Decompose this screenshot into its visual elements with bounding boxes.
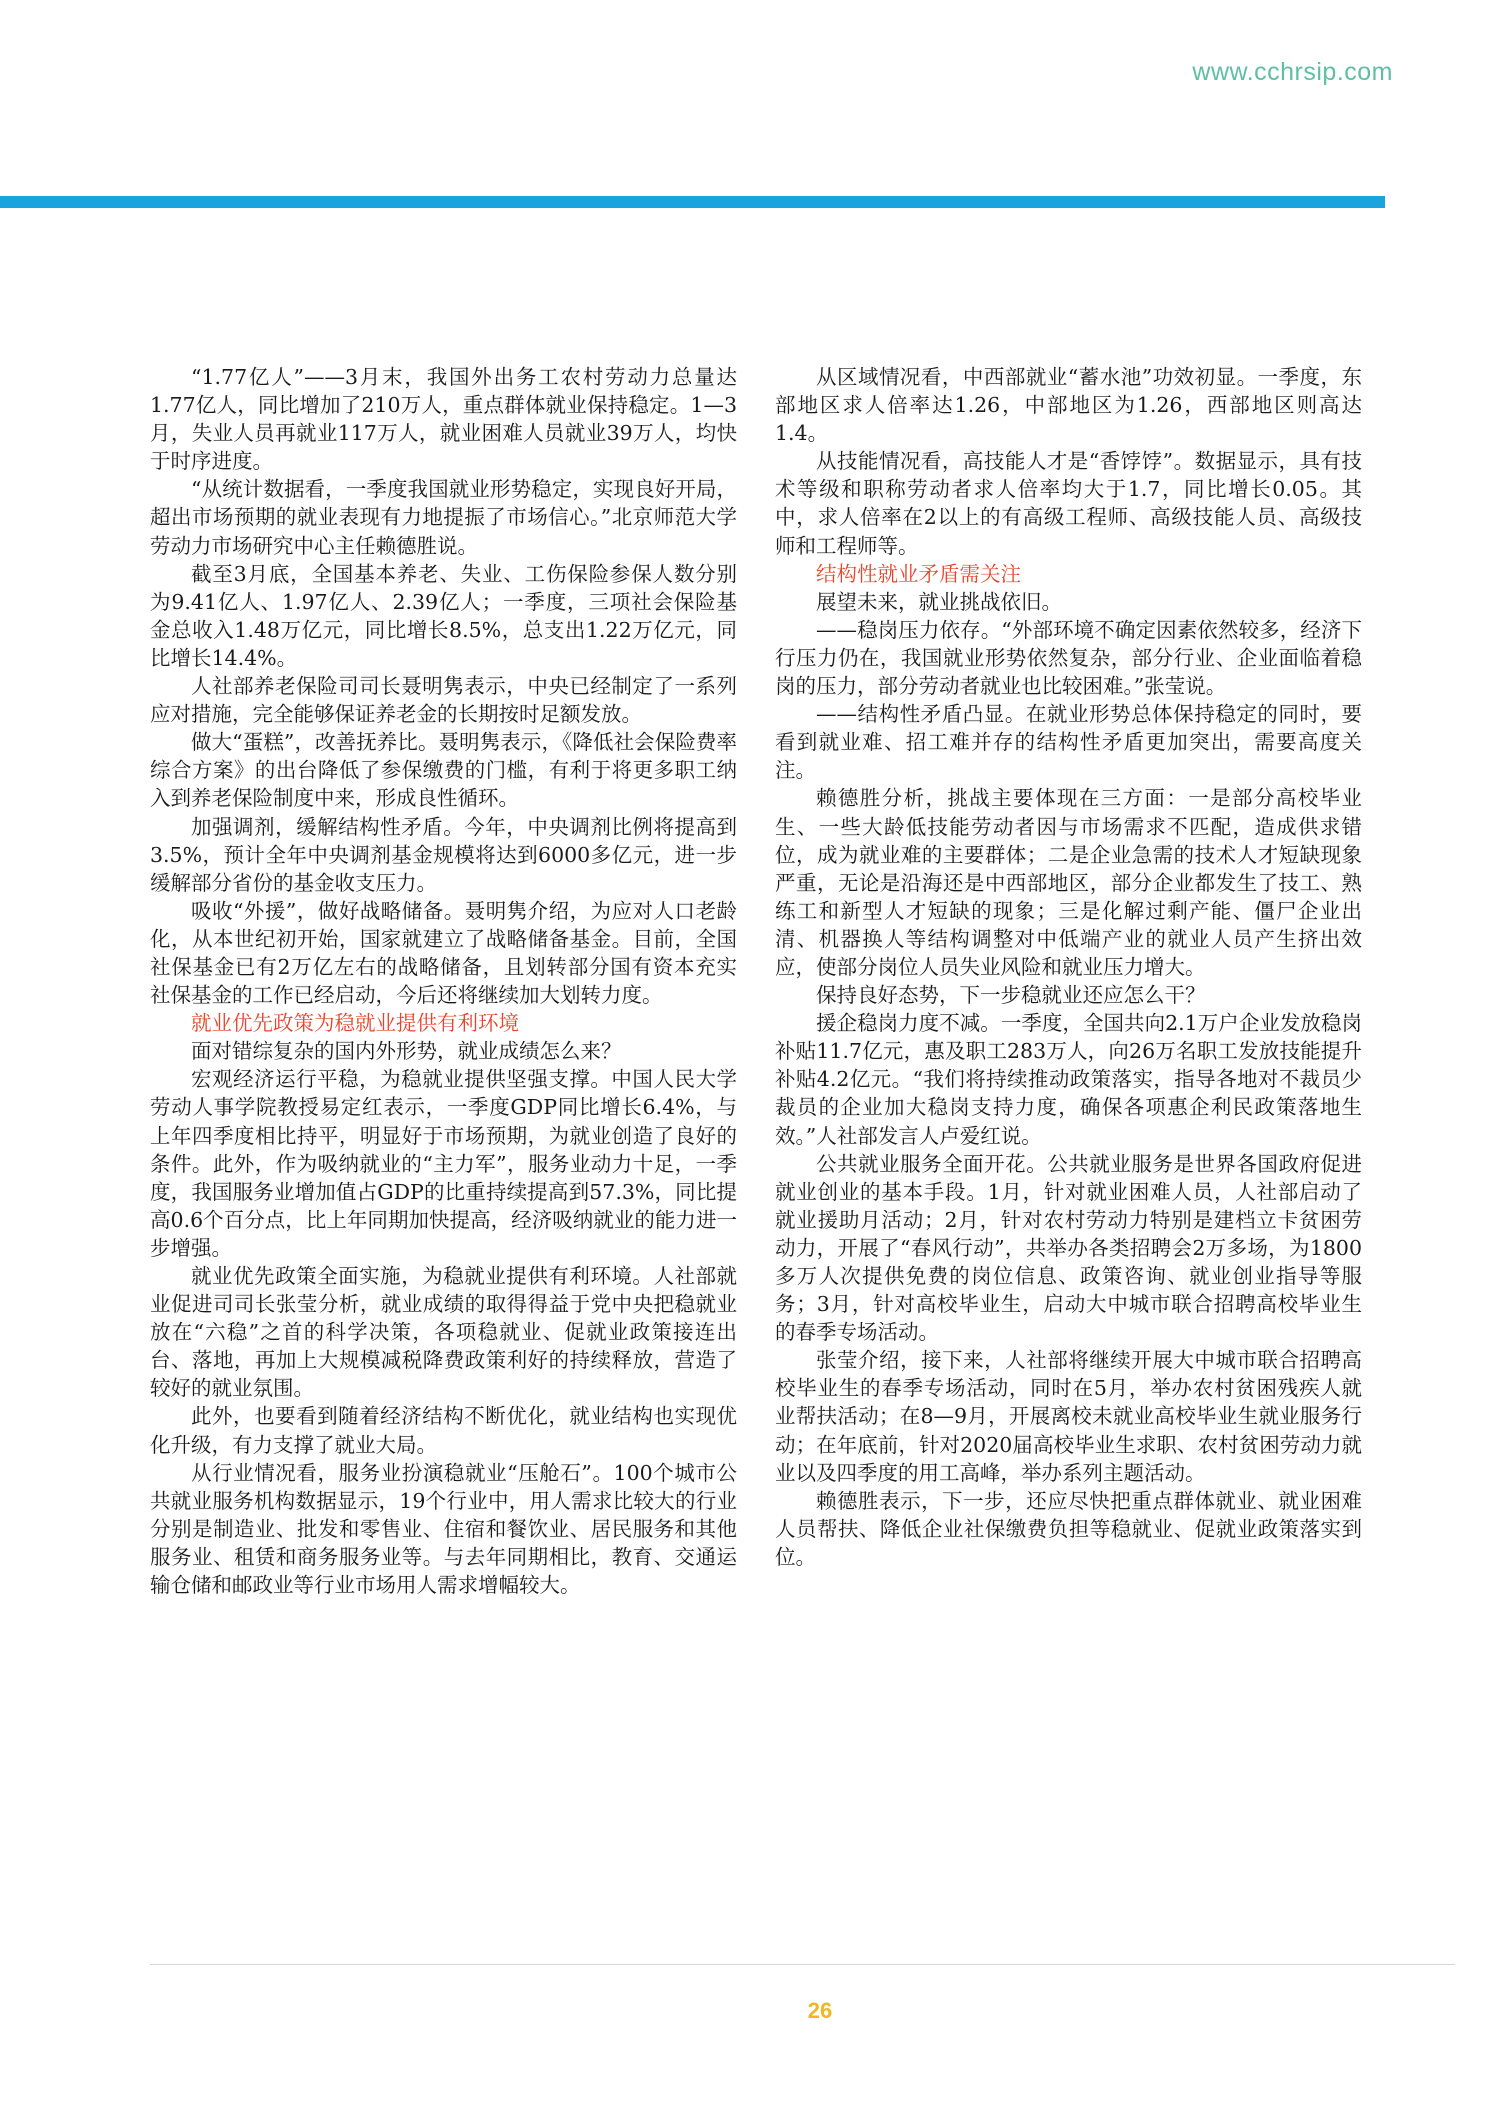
header-accent-bar bbox=[0, 196, 1385, 208]
paragraph: 公共就业服务全面开花。公共就业服务是世界各国政府促进就业创业的基本手段。1月，针对就业困难人员，人社部启动了就业援助月活动；2月，针对农村劳动力特别是建档立卡贫困劳动力，开展了“春风行动”，共举办各类招聘会2万多场，为1800多万人次提供免费的岗位信息、政策咨询、就业创业指导等服务；3月，针对高校毕业生，启动大中城市联合招聘高校毕业生的春季专场活动。 bbox=[775, 1151, 1362, 1345]
paragraph: 从区域情况看，中西部就业“蓄水池”功效初显。一季度，东部地区求人倍率达1.26，中部地区为1.26，西部地区则高达1.4。 bbox=[775, 365, 1362, 446]
section-subhead: 结构性就业矛盾需关注 bbox=[816, 561, 1021, 586]
paragraph: 赖德胜表示，下一步，还应尽快把重点群体就业、就业困难人员帮扶、降低企业社保缴费负担等稳就业、促就业政策落实到位。 bbox=[775, 1488, 1362, 1569]
paragraph: ——稳岗压力依存。“外部环境不确定因素依然较多，经济下行压力仍在，我国就业形势依然复杂，部分行业、企业面临着稳岗的压力，部分劳动者就业也比较困难。”张莹说。 bbox=[775, 617, 1362, 699]
section-subhead: 就业优先政策为稳就业提供有利环境 bbox=[191, 1011, 519, 1036]
page-number: 26 bbox=[807, 1998, 833, 2023]
paragraph: 展望未来，就业挑战依旧。 bbox=[816, 589, 1062, 614]
paragraph: 吸收“外援”，做好战略储备。聂明隽介绍，为应对人口老龄化，从本世纪初开始，国家就建立了战略储备基金。目前，全国社保基金已有2万亿左右的战略储备，且划转部分国有资本充实社保基金的工作已经启动，今后还将继续加大划转力度。 bbox=[150, 898, 737, 1008]
paragraph: 就业优先政策全面实施，为稳就业提供有利环境。人社部就业促进司司长张莹分析，就业成绩的取得得益于党中央把稳就业放在“六稳”之首的科学决策，各项稳就业、促就业政策接连出台、落地，再加上大规模减税降费政策利好的持续释放，营造了较好的就业氛围。 bbox=[150, 1264, 737, 1401]
paragraph: 加强调剂，缓解结构性矛盾。今年，中央调剂比例将提高到3.5%，预计全年中央调剂基金规模将达到6000多亿元，进一步缓解部分省份的基金收支压力。 bbox=[150, 814, 737, 895]
article-column-right bbox=[775, 363, 1362, 1571]
footer-divider bbox=[150, 1964, 1455, 1965]
paragraph: 做大“蛋糕”，改善抚养比。聂明隽表示，《降低社会保险费率综合方案》的出台降低了参保缴费的门槛，有利于将更多职工纳入到养老保险制度中来，形成良性循环。 bbox=[150, 730, 737, 811]
paragraph: 张莹介绍，接下来，人社部将继续开展大中城市联合招聘高校毕业生的春季专场活动，同时在5月，举办农村贫困残疾人就业帮扶活动；在8—9月，开展离校未就业高校毕业生就业服务行动；在年底前，针对2020届高校毕业生求职、农村贫困劳动力就业以及四季度的用工高峰，举办系列主题活动。 bbox=[775, 1348, 1362, 1485]
paragraph: 保持良好态势，下一步稳就业还应怎么干？ bbox=[816, 983, 1206, 1008]
paragraph: 赖德胜分析，挑战主要体现在三方面：一是部分高校毕业生、一些大龄低技能劳动者因与市场需求不匹配，造成供求错位，成为就业难的主要群体；二是企业急需的技术人才短缺现象严重，无论是沿海还是中西部地区，部分企业都发生了技工、熟练工和新型人才短缺的现象；三是化解过剩产能、僵尸企业出清、机器换人等结构调整对中低端产业的就业人员产生挤出效应，使部分岗位人员失业风险和就业压力增大。 bbox=[775, 786, 1362, 979]
paragraph: 从技能情况看，高技能人才是“香饽饽”。数据显示，具有技术等级和职称劳动者求人倍率均大于1.7，同比增长0.05。其中，求人倍率在2以上的有高级工程师、高级技能人员、高级技师和工程师等。 bbox=[775, 449, 1362, 558]
paragraph: 截至3月底，全国基本养老、失业、工伤保险参保人数分别为9.41亿人、1.97亿人、2.39亿人；一季度，三项社会保险基金总收入1.48万亿元，同比增长8.5%，总支出1.22万亿元，同比增长14.4%。 bbox=[150, 561, 737, 670]
site-url: www.cchrsip.com bbox=[1192, 58, 1393, 86]
paragraph: 面对错综复杂的国内外形势，就业成绩怎么来？ bbox=[191, 1039, 622, 1064]
paragraph: “从统计数据看，一季度我国就业形势稳定，实现良好开局，超出市场预期的就业表现有力地提振了市场信心。”北京师范大学劳动力市场研究中心主任赖德胜说。 bbox=[150, 477, 737, 558]
paragraph: 此外，也要看到随着经济结构不断优化，就业结构也实现优化升级，有力支撑了就业大局。 bbox=[150, 1404, 737, 1457]
paragraph: 宏观经济运行平稳，为稳就业提供坚强支撑。中国人民大学劳动人事学院教授易定红表示，一季度GDP同比增长6.4%，与上年四季度相比持平，明显好于市场预期，为就业创造了良好的条件。此外，作为吸纳就业的“主力军”，服务业动力十足，一季度，我国服务业增加值占GDP的比重持续提高到57.3%，同比提高0.6个百分点，比上年同期加快提高，经济吸纳就业的能力进一步增强。 bbox=[150, 1067, 737, 1260]
article-column-left bbox=[150, 363, 737, 1599]
paragraph: 人社部养老保险司司长聂明隽表示，中央已经制定了一系列应对措施，完全能够保证养老金的长期按时足额发放。 bbox=[150, 674, 737, 727]
paragraph: “1.77亿人”——3月末，我国外出务工农村劳动力总量达1.77亿人，同比增加了210万人，重点群体就业保持稳定。1—3月，失业人员再就业117万人，就业困难人员就业39万人，均快于时序进度。 bbox=[150, 365, 737, 474]
paragraph: 援企稳岗力度不减。一季度，全国共向2.1万户企业发放稳岗补贴11.7亿元，惠及职工283万人，向26万名职工发放技能提升补贴4.2亿元。“我们将持续推动政策落实，指导各地对不裁员少裁员的企业加大稳岗支持力度，确保各项惠企利民政策落地生效。”人社部发言人卢爱红说。 bbox=[775, 1011, 1362, 1148]
paragraph: 从行业情况看，服务业扮演稳就业“压舱石”。100个城市公共就业服务机构数据显示，19个行业中，用人需求比较大的行业分别是制造业、批发和零售业、住宿和餐饮业、居民服务和其他服务业、租赁和商务服务业等。与去年同期相比，教育、交通运输仓储和邮政业等行业市场用人需求增幅较大。 bbox=[150, 1460, 737, 1598]
paragraph: ——结构性矛盾凸显。在就业形势总体保持稳定的同时，要看到就业难、招工难并存的结构性矛盾更加突出，需要高度关注。 bbox=[775, 702, 1362, 783]
